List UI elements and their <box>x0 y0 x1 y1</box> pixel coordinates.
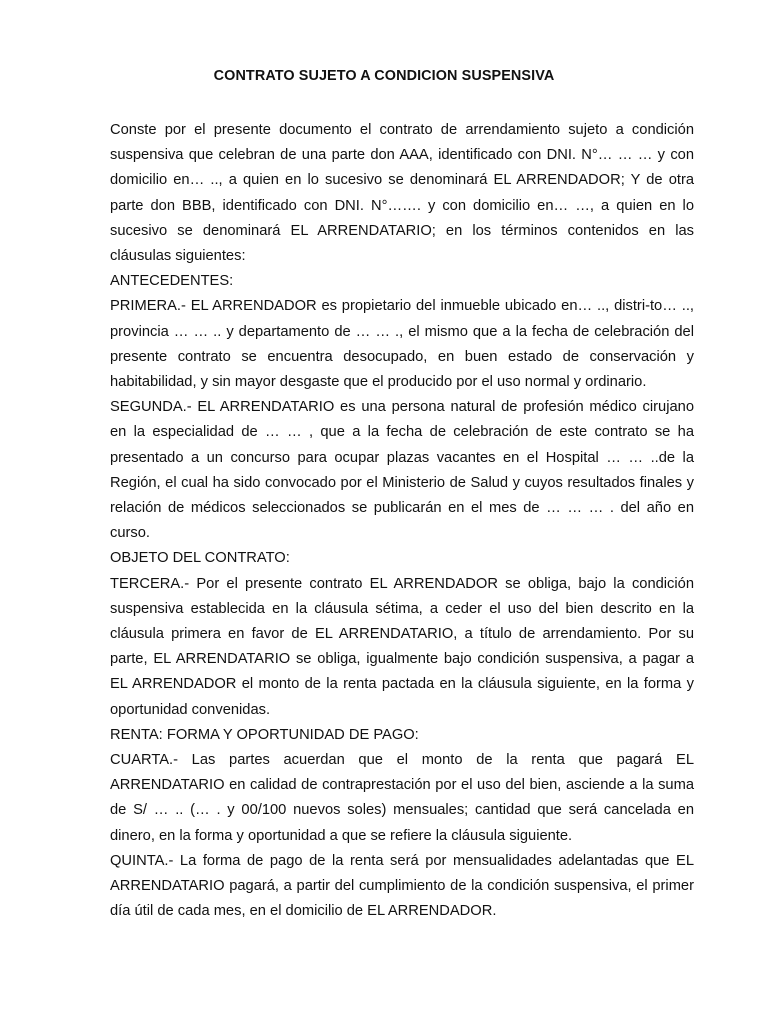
document-body <box>110 118 694 925</box>
clause-cuarta: CUARTA.- Las partes acuerdan que el monto de la renta que pagará EL ARRENDATARIO en calidad de contraprestación por el uso del bien, asciende a la suma de S/ … .. (… . y 00/100 nuevos soles) mensuales; cantidad que será cancelada en dinero, en la forma y oportunidad a que se refiere la cláusula siguiente. <box>110 752 694 844</box>
section-heading-renta: RENTA: FORMA Y OPORTUNIDAD DE PAGO: <box>110 726 419 743</box>
intro-paragraph: Conste por el presente documento el contrato de arrendamiento sujeto a condición suspensiva que celebran de una parte don AAA, identificado con DNI. N°… … … y con domicilio en… .., a quien en lo sucesivo se denominará EL ARRENDADOR; Y de otra parte don BBB, identificado con DNI. N°……. y con domicilio en… …, a quien en lo sucesivo se denominará EL ARRENDATARIO; en los términos contenidos en las cláusulas siguientes: <box>110 122 694 265</box>
section-heading-antecedentes: ANTECEDENTES: <box>110 273 234 290</box>
clause-segunda: SEGUNDA.- EL ARRENDATARIO es una persona natural de profesión médico cirujano en la especialidad de … … , que a la fecha de celebración de este contrato se ha presentado a un concurso para ocupar plazas vacantes en el Hospital … … ..de la Región, el cual ha sido convocado por el Ministerio de Salud y cuyos resultados finales y relación de médicos seleccionados se publicarán en el mes de … … … . del año en curso. <box>110 399 694 542</box>
clause-quinta: QUINTA.- La forma de pago de la renta será por mensualidades adelantadas que EL ARRENDATARIO pagará, a partir del cumplimiento de la condición suspensiva, el primer día útil de cada mes, en el domicilio de EL ARRENDADOR. <box>110 852 694 920</box>
clause-primera: PRIMERA.- EL ARRENDADOR es propietario del inmueble ubicado en… .., distri-to… .., provincia … … .. y departamento de … … ., el mismo que a la fecha de celebración del presente contrato se encuentra desocupado, en buen estado de conservación y habitabilidad, y sin mayor desgaste que el producido por el uso normal y ordinario. <box>110 298 694 391</box>
document-title: CONTRATO SUJETO A CONDICION SUSPENSIVA <box>213 68 555 84</box>
clause-tercera: TERCERA.- Por el presente contrato EL ARRENDADOR se obliga, bajo la condición suspensiva establecida en la cláusula sétima, a ceder el uso del bien descrito en la cláusula primera en favor de EL ARRENDATARIO, a título de arrendamiento. Por su parte, EL ARRENDATARIO se obliga, igualmente bajo condición suspensiva, a pagar a EL ARRENDADOR el monto de la renta pactada en la cláusula siguiente, en la forma y oportunidad convenidas. <box>110 575 694 718</box>
section-heading-objeto: OBJETO DEL CONTRATO: <box>110 550 290 567</box>
